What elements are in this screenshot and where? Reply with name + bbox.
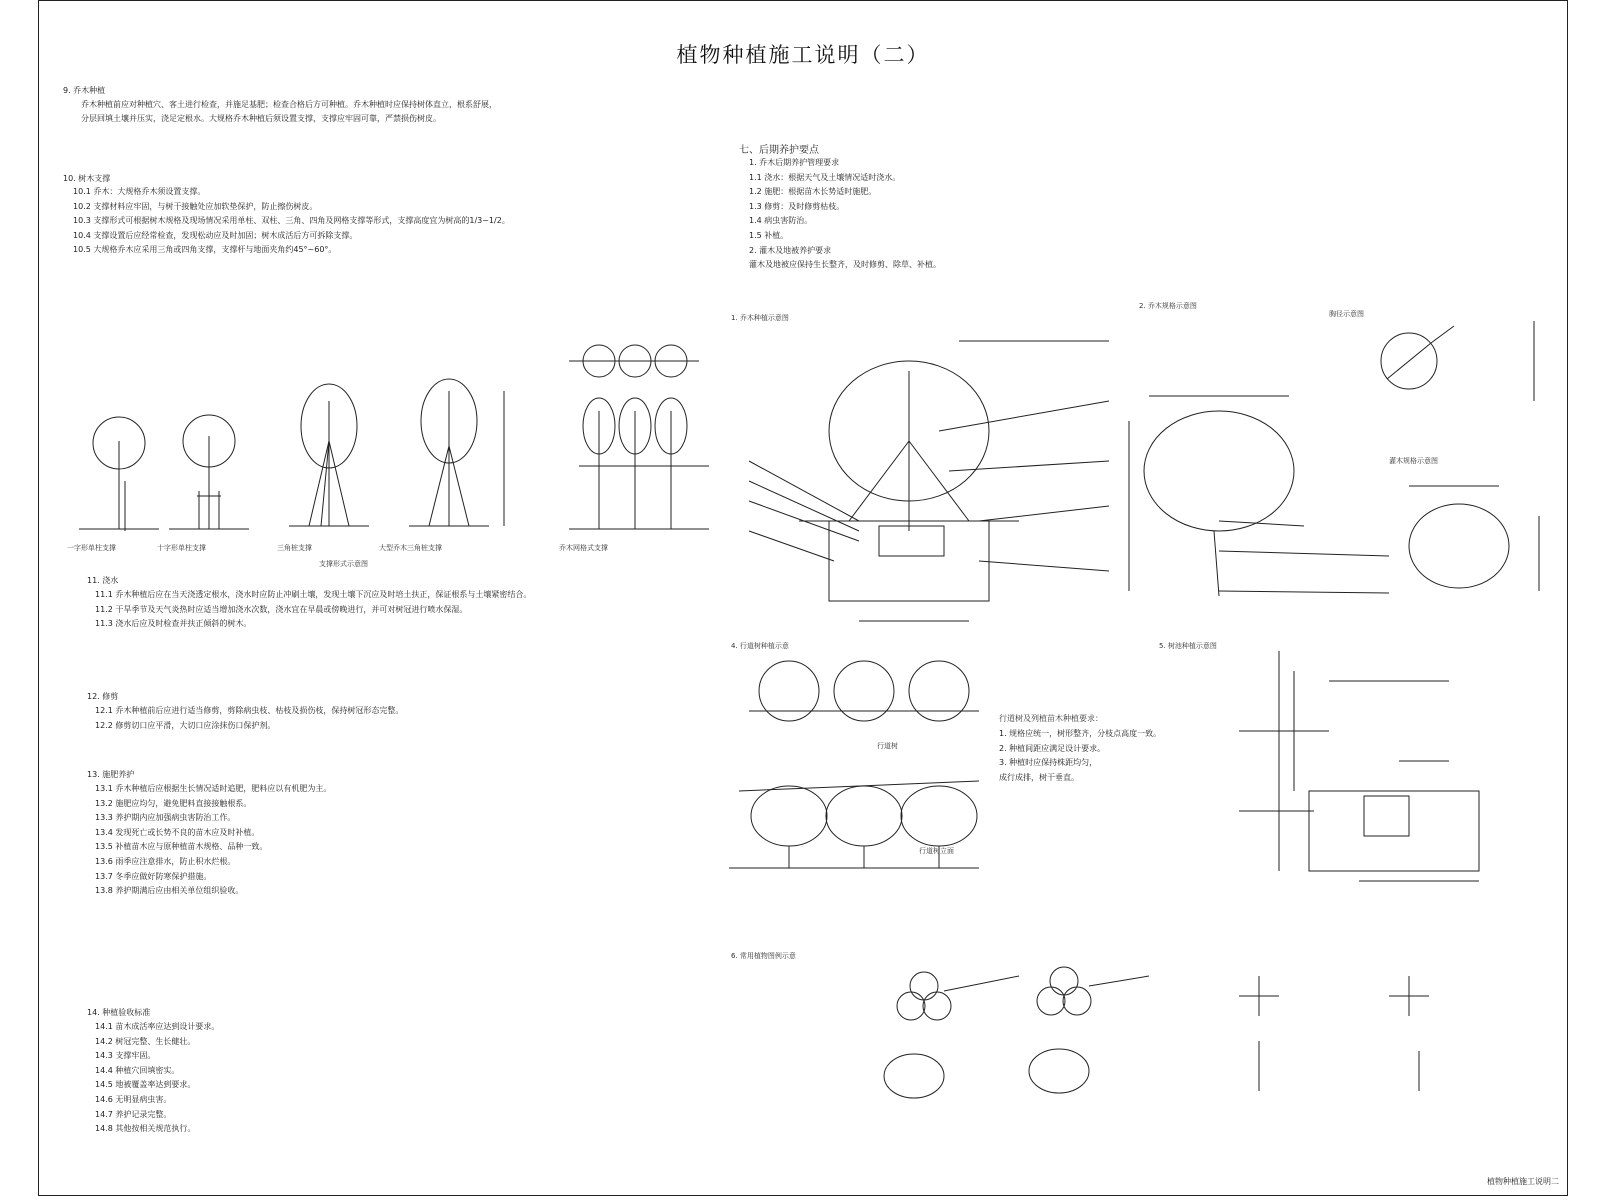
section-9-text: 乔木种植前应对种植穴、客土进行检查，并施足基肥；检查合格后方可种植。乔木种植时应保持树体直立，根系舒展，分层回填土壤并压实，浇足定根水。大规格乔木种植后须设置支撑，支撑应牢固可靠，严禁损伤树皮。 [81,100,497,123]
section-13-item: 13.2 施肥应均匀，避免肥料直接接触根系。 [95,798,252,808]
section-7-line: 1. 乔木后期养护管理要求 [749,158,840,167]
section-10-heading: 10. 树木支撑 [63,174,111,183]
support-caption: 支撑形式示意图 [319,560,368,568]
section-13-heading: 13. 施肥养护 [87,770,135,779]
section-13-item: 13.3 养护期内应加强病虫害防治工作。 [95,813,236,823]
tree-spec-diagram [1119,381,1399,611]
section-10-item: 10.3 支撑形式可根据树木规格及现场情况采用单柱、双柱、三角、四角及网格支撑等形式，支撑高度宜为树高的1/3~1/2。 [73,216,510,226]
tree-large-tripod-icon [409,379,504,526]
section-13-item: 13.7 冬季应做好防寒保护措施。 [95,871,212,881]
tree-cross-stake-icon [169,415,249,529]
diagram-1-title: 1. 乔木种植示意图 [731,314,789,322]
section-10-item: 10.1 乔木：大规格乔木须设置支撑。 [73,187,206,196]
section-14-item: 14.4 种植穴回填密实。 [95,1065,180,1075]
support-label-2: 十字形单柱支撑 [157,544,206,552]
section-14-item: 14.6 无明显病虫害。 [95,1094,172,1104]
tree-grid-stake-icon [569,345,709,529]
diagram-7-title: 6. 常用植物图例示意 [731,952,796,960]
spec-line: 3. 种植时应保持株距均匀， [999,758,1098,768]
section-11-heading: 11. 浇水 [87,576,119,585]
street-tree-diagram [729,656,989,876]
section-7-heading: 七、后期养护要点 [739,145,819,156]
section-14-item: 14.7 养护记录完整。 [95,1109,172,1119]
section-7-line: 1.4 病虫害防治。 [749,216,813,226]
section-10-item: 10.2 支撑材料应牢固，与树干接触处应加软垫保护，防止擦伤树皮。 [73,201,318,211]
diagram-3-title: 胸径示意图 [1329,310,1364,318]
section-7-line: 1.5 补植。 [749,230,789,240]
section-11-item: 11.1 乔木种植后应在当天浇透定根水，浇水时应防止冲刷土壤，发现土壤下沉应及时培土扶正，保证根系与土壤紧密结合。 [95,590,532,599]
section-12-heading: 12. 修剪 [87,692,119,701]
plant-legend-diagram [729,961,1509,1131]
section-13-list [95,782,331,899]
spec-line: 成行成排，树干垂直。 [999,772,1079,782]
section-12-item: 12.2 修剪切口应平滑，大切口应涂抹伤口保护剂。 [95,720,276,730]
section-14-item: 14.3 支撑牢固。 [95,1051,156,1061]
support-diagrams [59,331,719,571]
section-7-list [749,156,941,273]
section-7-line: 2. 灌木及地被养护要求 [749,245,832,255]
tree-tripod-icon [289,384,369,526]
section-12-item: 12.1 乔木种植前后应进行适当修剪，剪除病虫枝、枯枝及损伤枝，保持树冠形态完整。 [95,706,404,715]
diagram-5-title: 4. 行道树种植示意 [731,642,789,650]
tree-planting-section-diagram [709,331,1129,631]
section-14-item: 14.5 地被覆盖率达到要求。 [95,1080,196,1090]
section-10-list [73,185,510,258]
section-9-heading: 9. 乔木种植 [63,86,106,95]
diagram-6-title: 5. 树池种植示意图 [1159,642,1217,650]
section-13-item: 13.8 养护期满后应由相关单位组织验收。 [95,886,244,896]
section-13-item: 13.1 乔木种植后应根据生长情况适时追肥，肥料应以有机肥为主。 [95,784,332,793]
section-13-item: 13.4 发现死亡或长势不良的苗木应及时补植。 [95,827,260,837]
tree-single-stake-icon [79,417,159,531]
section-13-item: 13.6 雨季应注意排水，防止积水烂根。 [95,856,236,866]
row-label-bottom: 行道树立面 [919,847,954,855]
drawing-sheet [38,0,1568,1196]
section-7-line: 1.3 修剪：及时修剪枯枝。 [749,201,845,211]
spec-line: 1. 规格应统一，树形整齐，分枝点高度一致。 [999,729,1162,738]
support-label-3: 三角桩支撑 [277,544,312,552]
trunk-caliper-diagram [1359,321,1539,411]
spec-list [999,727,1161,785]
section-14-list [95,1020,219,1137]
section-10-item: 10.4 支撑设置后应经常检查，发现松动应及时加固；树木成活后方可拆除支撑。 [73,230,358,240]
section-11-item: 11.3 浇水后应及时检查并扶正倾斜的树木。 [95,619,252,629]
sheet-footer: 植物种植施工说明二 [1487,1177,1559,1186]
diagram-4-title: 灌木规格示意图 [1389,457,1438,465]
section-14-heading: 14. 种植验收标准 [87,1008,151,1017]
shrub-spec-diagram [1399,476,1559,606]
page-title: 植物种植施工说明（二） [676,43,930,67]
section-7-line: 1.2 施肥：根据苗木长势适时施肥。 [749,187,877,197]
support-label-4: 大型乔木三角桩支撑 [379,544,442,552]
section-7-line: 灌木及地被应保持生长整齐，及时修剪、除草、补植。 [749,260,941,270]
tree-pit-diagram [1219,651,1519,911]
support-label-1: 一字形单柱支撑 [67,544,116,552]
spec-line: 2. 种植间距应满足设计要求。 [999,743,1106,753]
section-12-list [95,704,403,733]
section-11-list [95,588,531,632]
section-7-line: 1.1 浇水：根据天气及土壤情况适时浇水。 [749,172,901,182]
section-14-item: 14.1 苗木成活率应达到设计要求。 [95,1022,220,1031]
section-13-item: 13.5 补植苗木应与原种植苗木规格、品种一致。 [95,842,268,852]
row-label-top: 行道树 [877,742,898,750]
diagram-2-title: 2. 乔木规格示意图 [1139,302,1197,310]
section-14-item: 14.2 树冠完整、生长健壮。 [95,1036,196,1046]
section-14-item: 14.8 其他按相关规范执行。 [95,1124,196,1134]
section-10-item: 10.5 大规格乔木应采用三角或四角支撑，支撑杆与地面夹角约45°~60°。 [73,245,337,255]
spec-title: 行道树及列植苗木种植要求： [999,714,1103,723]
section-11-item: 11.2 干旱季节及天气炎热时应适当增加浇水次数，浇水宜在早晨或傍晚进行，并可对树冠进行喷水保湿。 [95,604,468,614]
support-label-5: 乔木网格式支撑 [559,544,608,552]
